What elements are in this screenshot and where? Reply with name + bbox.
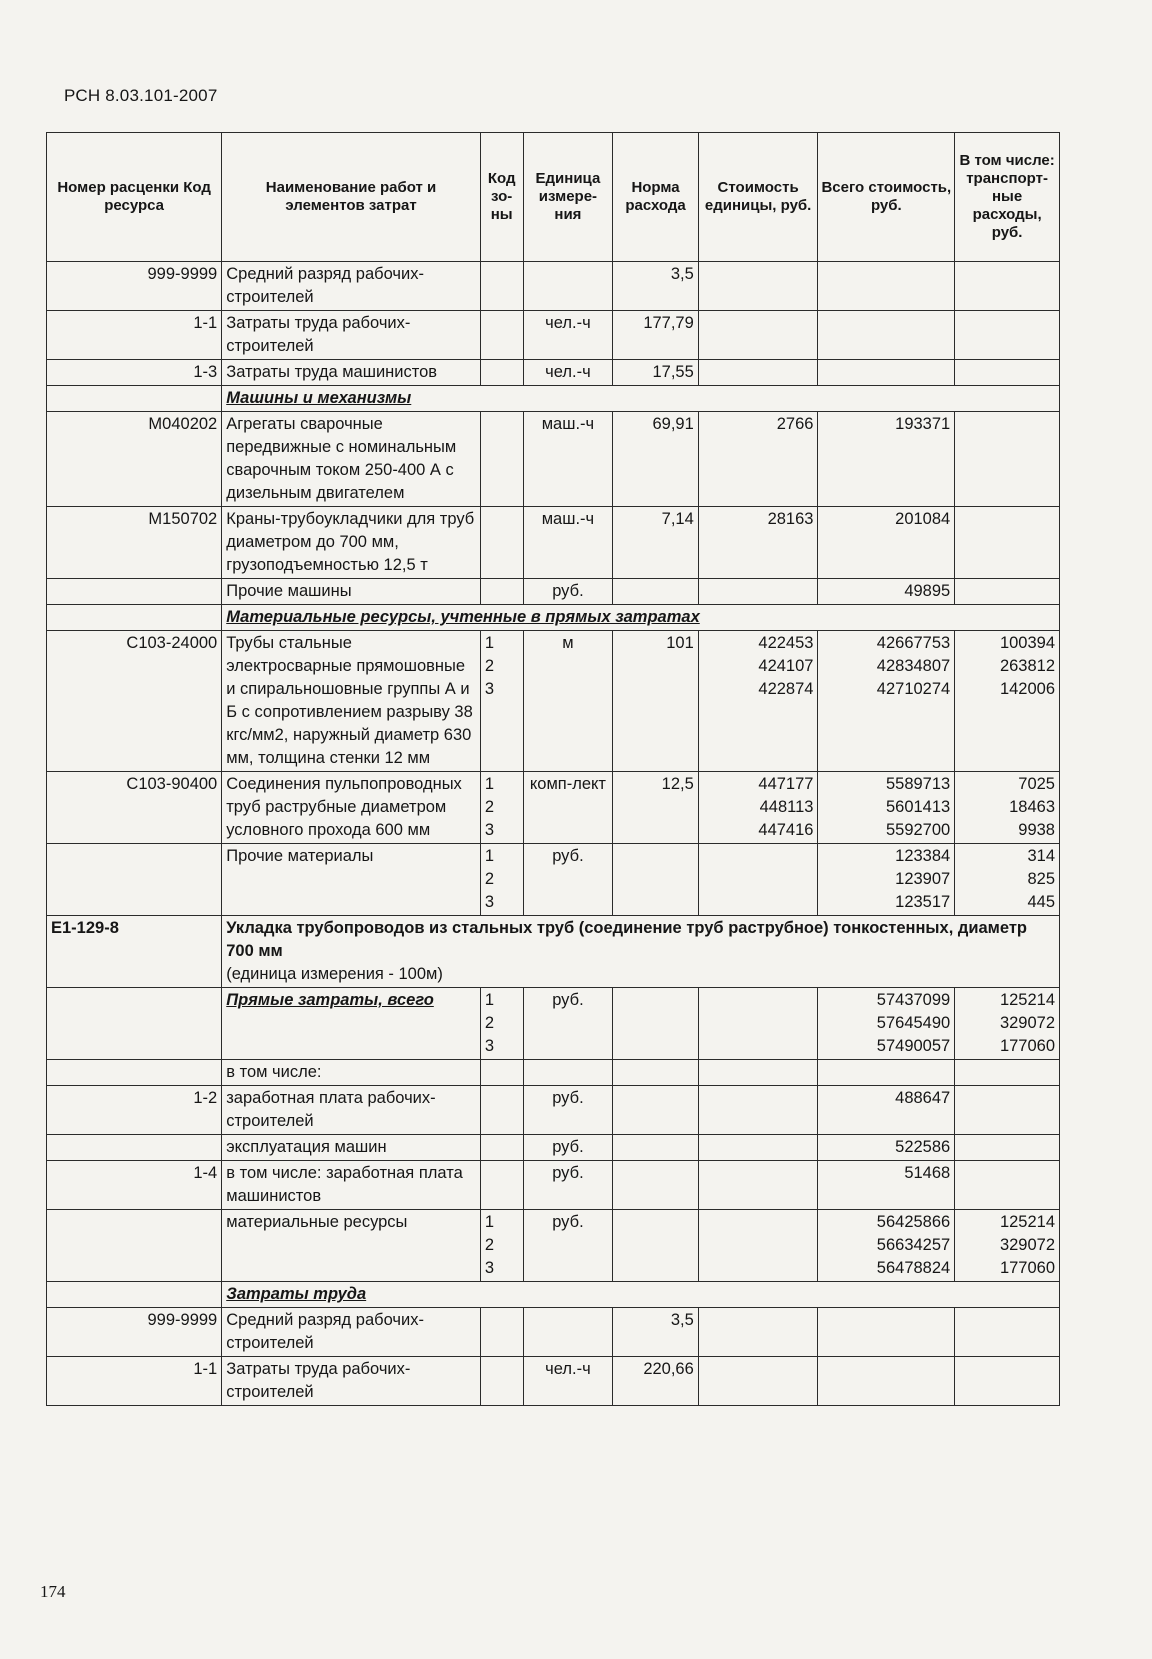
zone-codes-value: 3 [484,680,494,698]
table-row [47,311,1060,360]
resource-code [47,1135,222,1161]
section-title-cell [222,386,1060,412]
transport-cost-value: 18463 [1009,798,1055,816]
zone-codes [480,1086,523,1135]
consumption-norm [613,844,698,916]
resource-code: 999-9999 [47,1308,222,1357]
header-code: Номер расценки Код ресурса [47,133,222,262]
work-code: Е1-129-8 [47,916,222,988]
zone-codes-value: 1 [484,775,494,793]
transport-cost-value: 329072 [999,1236,1055,1254]
unit-cost [698,1357,818,1406]
resource-code: 1-4 [47,1161,222,1210]
total-cost-value: 51468 [904,1164,951,1182]
unit-cost-value: 447177 [758,775,814,793]
total-cost [818,1086,955,1135]
unit-cost [698,412,818,507]
resource-name [222,988,481,1060]
unit-of-measure: руб. [523,844,613,916]
zone-codes-value: 3 [484,1037,494,1055]
total-cost-value: 42667753 [876,634,951,652]
unit-cost [698,1308,818,1357]
section-title: Машины и механизмы [226,389,412,407]
resource-code [47,1060,222,1086]
transport-cost [955,631,1060,772]
norms-table [46,132,1060,1406]
resource-name: Краны-трубоукладчики для труб диаметром до 700 мм, грузоподъемностью 12,5 т [222,507,481,579]
transport-cost-value: 100394 [999,634,1055,652]
zone-codes [480,1060,523,1086]
total-cost-value: 522586 [895,1138,951,1156]
unit-cost [698,1161,818,1210]
transport-cost-value: 825 [1027,870,1055,888]
consumption-norm [613,579,698,605]
transport-cost-value: 445 [1027,893,1055,911]
unit-of-measure: руб. [523,1210,613,1282]
zone-codes [480,844,523,916]
unit-of-measure [523,1060,613,1086]
consumption-norm [613,1161,698,1210]
section-code-cell [47,1282,222,1308]
transport-cost [955,1135,1060,1161]
zone-codes [480,1161,523,1210]
consumption-norm [613,1210,698,1282]
zone-codes-value: 3 [484,1259,494,1277]
total-cost [818,412,955,507]
total-cost-value: 56634257 [876,1236,951,1254]
unit-cost [698,311,818,360]
header-unit-cost: Стоимость единицы, руб. [698,133,818,262]
resource-name: эксплуатация машин [222,1135,481,1161]
section-title-cell [222,1282,1060,1308]
table-row [47,360,1060,386]
unit-of-measure: руб. [523,1135,613,1161]
consumption-norm [613,1135,698,1161]
transport-cost [955,1161,1060,1210]
consumption-norm [613,988,698,1060]
table-row [47,631,1060,772]
unit-cost [698,507,818,579]
page-number: 174 [40,1582,66,1601]
transport-cost-value: 177060 [999,1259,1055,1277]
header-unit: Единица измере-ния [523,133,613,262]
zone-codes-value: 3 [484,893,494,911]
work-item-row [47,916,1060,988]
consumption-norm: 220,66 [613,1357,698,1406]
transport-cost [955,1308,1060,1357]
table-row [47,844,1060,916]
table-row [47,1357,1060,1406]
document-header: РСН 8.03.101-2007 [64,86,218,105]
table-row [47,579,1060,605]
table-row [47,1060,1060,1086]
transport-cost-value: 125214 [999,991,1055,1009]
consumption-norm: 12,5 [613,772,698,844]
resource-name: Затраты труда рабочих-строителей [222,311,481,360]
consumption-norm: 101 [613,631,698,772]
zone-codes [480,1210,523,1282]
unit-cost-value: 424107 [758,657,814,675]
resource-name: Средний разряд рабочих-строителей [222,1308,481,1357]
transport-cost-value: 314 [1027,847,1055,865]
total-cost-value: 488647 [895,1089,951,1107]
transport-cost-value: 263812 [999,657,1055,675]
total-cost [818,262,955,311]
unit-cost [698,631,818,772]
zone-codes-value: 1 [484,847,494,865]
unit-cost [698,988,818,1060]
total-cost-value: 123517 [895,893,951,911]
table-row [47,772,1060,844]
table-row [47,412,1060,507]
total-cost-value: 49895 [904,582,951,600]
unit-of-measure: чел.-ч [523,360,613,386]
unit-of-measure: м [523,631,613,772]
consumption-norm: 3,5 [613,262,698,311]
table-row [47,1308,1060,1357]
resource-code [47,988,222,1060]
zone-codes [480,1135,523,1161]
section-row [47,386,1060,412]
total-cost-value: 57645490 [876,1014,951,1032]
transport-cost [955,1210,1060,1282]
zone-codes [480,412,523,507]
resource-name: Соединения пульпопроводных труб раструбные диаметром условного прохода 600 мм [222,772,481,844]
resource-code [47,1210,222,1282]
transport-cost [955,1086,1060,1135]
header-zone: Код зо-ны [480,133,523,262]
transport-cost [955,579,1060,605]
resource-name: в том числе: [222,1060,481,1086]
transport-cost-value: 125214 [999,1213,1055,1231]
total-cost-value: 57490057 [876,1037,951,1055]
total-cost [818,1357,955,1406]
zone-codes [480,311,523,360]
section-title-cell [222,605,1060,631]
total-cost [818,1135,955,1161]
resource-name: Трубы стальные электросварные прямошовные и спиральношовные группы А и Б с сопротивлением разрыву 38 кгс/мм2, наружный диаметр 630 мм, толщина стенки 12 мм [222,631,481,772]
resource-code: М150702 [47,507,222,579]
transport-cost [955,360,1060,386]
unit-cost-value: 28163 [767,510,814,528]
zone-codes-value: 1 [484,1213,494,1231]
zone-codes-value: 1 [484,991,494,1009]
header-transport: В том числе: транспорт-ные расходы, руб. [955,133,1060,262]
resource-name: Прочие материалы [222,844,481,916]
consumption-norm: 7,14 [613,507,698,579]
unit-cost [698,579,818,605]
transport-cost [955,311,1060,360]
total-cost [818,579,955,605]
resource-code [47,579,222,605]
total-cost [818,311,955,360]
resource-name: Затраты труда машинистов [222,360,481,386]
work-title-cell [222,916,1060,988]
total-cost-value: 201084 [895,510,951,528]
section-row [47,605,1060,631]
unit-cost-value: 422874 [758,680,814,698]
table-row [47,1210,1060,1282]
total-cost-value: 123907 [895,870,951,888]
transport-cost-value: 329072 [999,1014,1055,1032]
zone-codes-value: 2 [484,657,494,675]
zone-codes [480,507,523,579]
unit-of-measure: руб. [523,988,613,1060]
work-title: Укладка трубопроводов из стальных труб (соединение труб раструбное) тонкостенных, диаметр 700 мм [226,919,1027,960]
resource-code [47,844,222,916]
unit-of-measure: чел.-ч [523,311,613,360]
transport-cost [955,772,1060,844]
zone-codes [480,1357,523,1406]
resource-name: материальные ресурсы [222,1210,481,1282]
consumption-norm: 17,55 [613,360,698,386]
total-cost-value: 56425866 [876,1213,951,1231]
table-header-row [47,133,1060,262]
unit-of-measure: руб. [523,1161,613,1210]
table-row [47,988,1060,1060]
transport-cost [955,1060,1060,1086]
transport-cost-value: 177060 [999,1037,1055,1055]
zone-codes [480,772,523,844]
total-cost [818,1210,955,1282]
zone-codes-value: 2 [484,798,494,816]
total-cost [818,507,955,579]
total-cost [818,772,955,844]
table-body [47,262,1060,1406]
unit-of-measure: комп-лект [523,772,613,844]
zone-codes [480,579,523,605]
section-title: Материальные ресурсы, учтенные в прямых затратах [226,608,700,626]
resource-code: 1-3 [47,360,222,386]
resource-code: 999-9999 [47,262,222,311]
zone-codes-value: 2 [484,1014,494,1032]
table-row [47,1086,1060,1135]
header-name: Наименование работ и элементов затрат [222,133,481,262]
unit-of-measure: руб. [523,1086,613,1135]
zone-codes-value: 3 [484,821,494,839]
work-unit-note: (единица измерения - 100м) [226,965,443,983]
resource-code: 1-1 [47,311,222,360]
total-cost [818,360,955,386]
zone-codes [480,360,523,386]
total-cost [818,844,955,916]
transport-cost [955,1357,1060,1406]
resource-code: С103-90400 [47,772,222,844]
unit-of-measure: руб. [523,579,613,605]
zone-codes [480,1308,523,1357]
resource-code: М040202 [47,412,222,507]
consumption-norm [613,1086,698,1135]
unit-cost-value: 422453 [758,634,814,652]
transport-cost [955,507,1060,579]
total-cost-value: 5589713 [885,775,951,793]
total-cost-value: 193371 [895,415,951,433]
unit-of-measure [523,1308,613,1357]
unit-cost-value: 448113 [759,798,814,816]
table-row [47,1135,1060,1161]
zone-codes-value: 2 [484,1236,494,1254]
resource-code: 1-2 [47,1086,222,1135]
transport-cost [955,988,1060,1060]
section-title: Затраты труда [226,1285,367,1303]
zone-codes [480,631,523,772]
transport-cost-value: 7025 [1018,775,1055,793]
section-row [47,1282,1060,1308]
unit-cost [698,262,818,311]
total-cost [818,1060,955,1086]
resource-name: Затраты труда рабочих-строителей [222,1357,481,1406]
transport-cost-value: 142006 [999,680,1055,698]
unit-cost-value: 447416 [758,821,814,839]
table-row [47,507,1060,579]
total-cost [818,988,955,1060]
unit-cost [698,1135,818,1161]
zone-codes [480,262,523,311]
subsection-title: Прямые затраты, всего [226,991,434,1009]
resource-name: в том числе: заработная плата машинистов [222,1161,481,1210]
unit-cost [698,844,818,916]
resource-code: С103-24000 [47,631,222,772]
resource-name: Прочие машины [222,579,481,605]
transport-cost [955,844,1060,916]
zone-codes-value: 2 [484,870,494,888]
transport-cost [955,412,1060,507]
unit-cost [698,360,818,386]
section-code-cell [47,386,222,412]
unit-of-measure: маш.-ч [523,412,613,507]
total-cost [818,631,955,772]
transport-cost-value: 9938 [1018,821,1055,839]
resource-name: Средний разряд рабочих-строителей [222,262,481,311]
unit-cost [698,772,818,844]
consumption-norm: 69,91 [613,412,698,507]
section-code-cell [47,605,222,631]
unit-cost-value: 2766 [776,415,814,433]
total-cost [818,1161,955,1210]
total-cost-value: 123384 [895,847,951,865]
unit-cost [698,1086,818,1135]
total-cost-value: 56478824 [876,1259,951,1277]
total-cost-value: 42710274 [876,680,951,698]
resource-name: Агрегаты сварочные передвижные с номинальным сварочным током 250-400 А с дизельным двигателем [222,412,481,507]
consumption-norm [613,1060,698,1086]
unit-of-measure: чел.-ч [523,1357,613,1406]
consumption-norm: 177,79 [613,311,698,360]
table-row [47,262,1060,311]
resource-code: 1-1 [47,1357,222,1406]
unit-of-measure [523,262,613,311]
header-norm: Норма расхода [613,133,698,262]
unit-cost [698,1060,818,1086]
total-cost-value: 5592700 [885,821,951,839]
transport-cost [955,262,1060,311]
unit-of-measure: маш.-ч [523,507,613,579]
consumption-norm: 3,5 [613,1308,698,1357]
table-row [47,1161,1060,1210]
total-cost-value: 5601413 [885,798,951,816]
zone-codes [480,988,523,1060]
zone-codes-value: 1 [484,634,494,652]
total-cost [818,1308,955,1357]
total-cost-value: 42834807 [876,657,951,675]
header-total-cost: Всего стоимость, руб. [818,133,955,262]
resource-name: заработная плата рабочих-строителей [222,1086,481,1135]
total-cost-value: 57437099 [876,991,951,1009]
unit-cost [698,1210,818,1282]
